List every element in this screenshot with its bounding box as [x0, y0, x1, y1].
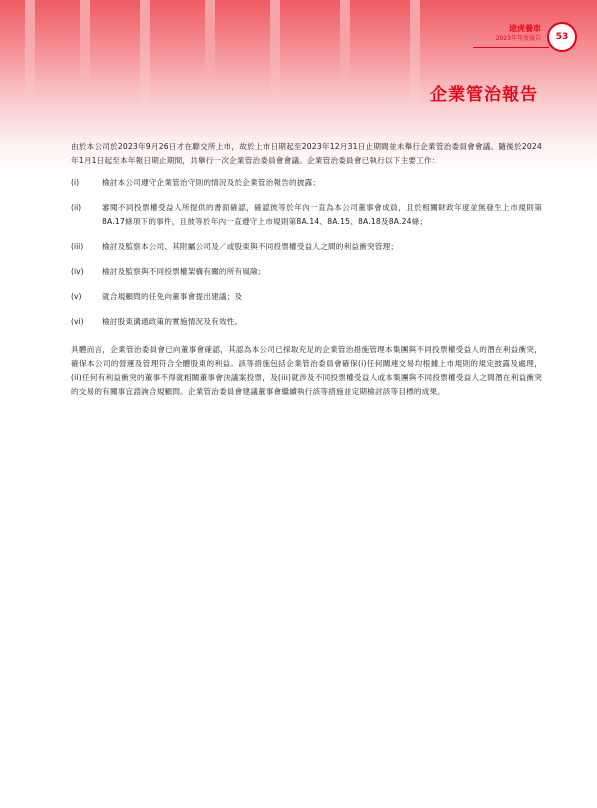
item-text: 就合規顧問的任免向董事會提出建議；及: [102, 292, 243, 301]
list-item: [71, 315, 542, 329]
page-number-badge: 53: [547, 22, 577, 52]
item-number: (iv): [71, 267, 84, 276]
header-rule: [473, 47, 549, 48]
item-text: 審閱不同投票權受益人所提供的書面確認，確認彼等於年內一直為本公司董事會成員，且於相關財政年度並無發生上市規則第8A.17條項下的事件，且彼等於年內一直遵守上市規則第8A.14、8A.15、8A.18及8A.24條；: [102, 203, 542, 226]
section-title: 企業管治報告: [430, 85, 538, 105]
item-number: (i): [71, 178, 80, 187]
item-number: (ii): [71, 203, 82, 212]
list-item: [71, 240, 542, 254]
intro-paragraph: 由於本公司於2023年9月26日才在聯交所上市，故於上市日期起至2023年12月31日止期間並未舉行企業管治委員會會議。隨後於2024年1月1日起至本年報日期止期間，共舉行一次企業管治委員會會議。企業管治委員會已執行以下主要工作：: [71, 142, 542, 165]
list-item: [71, 176, 542, 190]
company-name: 途虎養車: [509, 24, 541, 33]
list-item: [71, 265, 542, 279]
list-item: [71, 290, 542, 304]
item-text: 檢討股東溝通政策的實施情況及有效性。: [102, 317, 243, 326]
report-title: 2023年年度報告: [495, 35, 541, 42]
work-items-list: [71, 176, 542, 329]
item-text: 檢討本公司遵守企業管治守則的情況及於企業管治報告的披露；: [102, 178, 321, 187]
item-text: 檢討及監察與不同投票權架構有關的所有風險；: [102, 267, 266, 276]
list-item: [71, 201, 542, 229]
header-text: [496, 24, 541, 44]
item-text: 檢討及監察本公司、其附屬公司及／或股東與不同投票權受益人之間的利益衝突管理；: [102, 242, 399, 251]
item-number: (iii): [71, 242, 84, 251]
conclusion-paragraph: 具體而言，企業管治委員會已向董事會確認，其認為本公司已採取充足的企業管治措施管理本集團與不同投票權受益人的潛在利益衝突，確保本公司的營運及管理符合全體股東的利益。該等措施包括企業管治委員會確保(i)任何關連交易均根據上市規則的規定披露及處理，(ii)任何有利益衝突的董事不得就相關董事會決議案投票，及(iii)就涉及不同投票權受益人或本集團與不同投票權受益人之間潛在利益衝突的交易的有關事宜諮詢合規顧問。企業管治委員會建議董事會繼續執行該等措施並定期檢討該等目標的成果。: [71, 345, 542, 396]
item-number: (vi): [71, 317, 84, 326]
body-content: [71, 140, 542, 399]
item-number: (v): [71, 292, 82, 301]
